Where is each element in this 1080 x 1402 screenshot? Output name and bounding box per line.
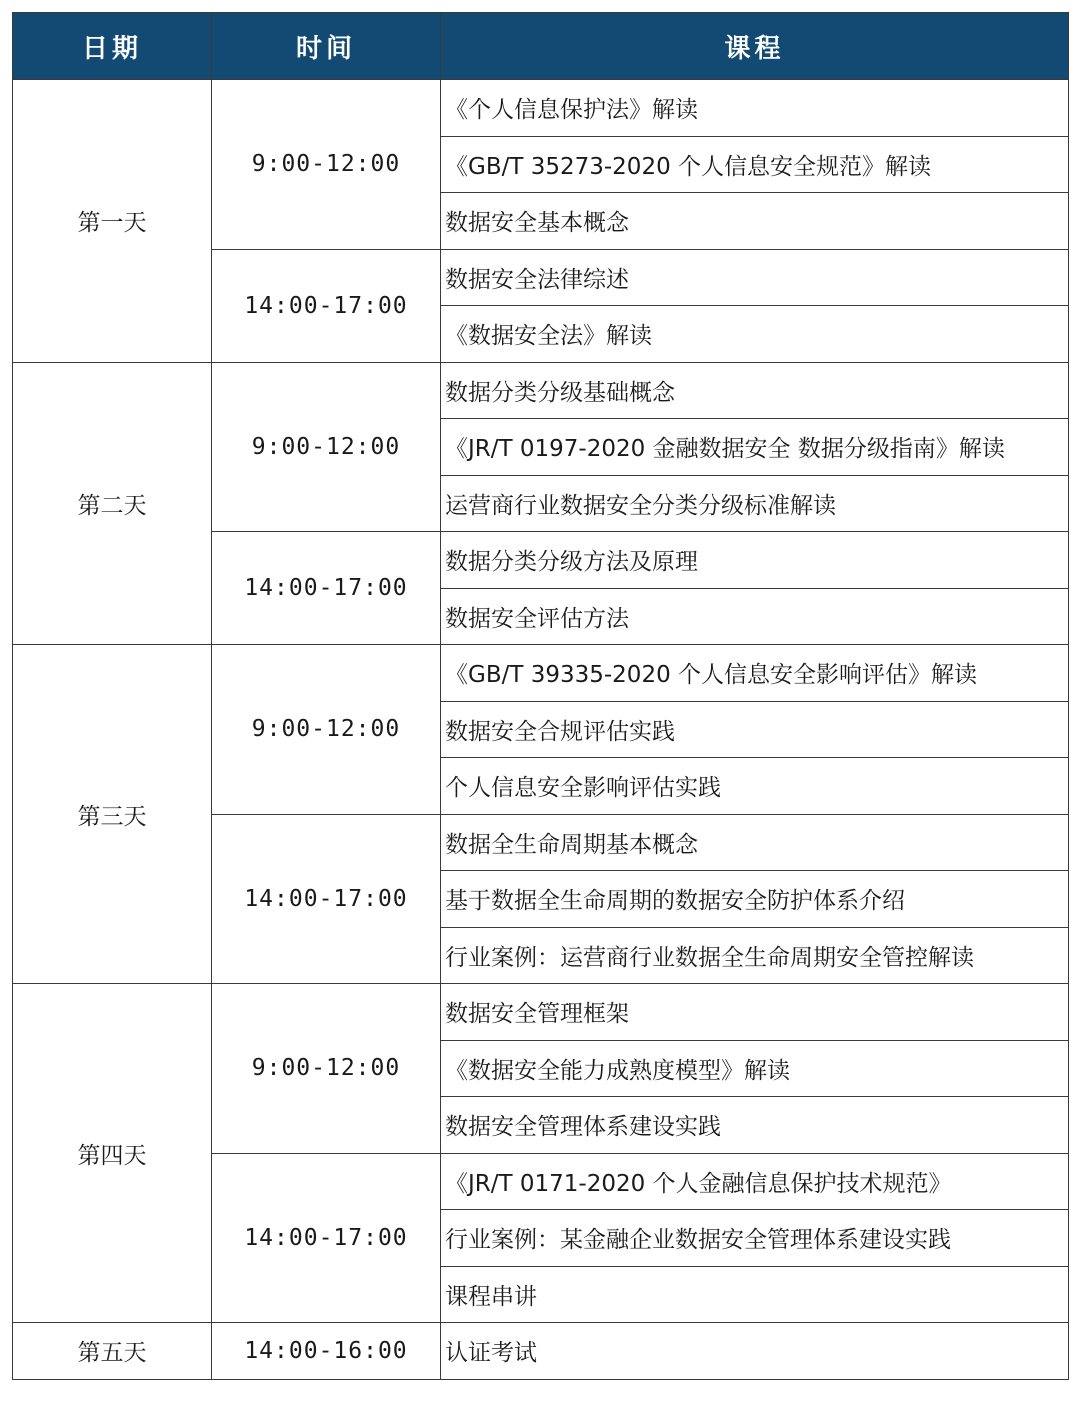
course-item: 数据安全基本概念 (441, 193, 1069, 250)
header-date: 日期 (13, 13, 212, 80)
session-time: 9:00-12:00 (212, 984, 441, 1154)
course-item: 《JR/T 0171-2020 个人金融信息保护技术规范》 (441, 1153, 1069, 1210)
session-time: 14:00-17:00 (212, 532, 441, 645)
course-item: 《GB/T 39335-2020 个人信息安全影响评估》解读 (441, 645, 1069, 702)
table-row (13, 1323, 1069, 1380)
session-time: 14:00-16:00 (212, 1323, 441, 1380)
course-item: 数据安全评估方法 (441, 588, 1069, 645)
course-item: 数据分类分级基础概念 (441, 362, 1069, 419)
day-label: 第三天 (13, 645, 212, 984)
course-item: 认证考试 (441, 1323, 1069, 1380)
course-item: 课程串讲 (441, 1266, 1069, 1323)
course-item: 数据安全法律综述 (441, 249, 1069, 306)
course-item: 行业案例：某金融企业数据安全管理体系建设实践 (441, 1210, 1069, 1267)
session-time: 9:00-12:00 (212, 362, 441, 532)
course-item: 基于数据全生命周期的数据安全防护体系介绍 (441, 871, 1069, 928)
course-item: 数据分类分级方法及原理 (441, 532, 1069, 589)
table-row (13, 645, 1069, 702)
course-item: 个人信息安全影响评估实践 (441, 758, 1069, 815)
course-item: 运营商行业数据安全分类分级标准解读 (441, 475, 1069, 532)
session-time: 9:00-12:00 (212, 645, 441, 815)
header-course: 课程 (441, 13, 1069, 80)
course-item: 数据安全管理框架 (441, 984, 1069, 1041)
course-item: 《GB/T 35273-2020 个人信息安全规范》解读 (441, 136, 1069, 193)
session-time: 14:00-17:00 (212, 249, 441, 362)
table-row (13, 984, 1069, 1041)
course-schedule-table (12, 12, 1069, 1380)
table-row (13, 362, 1069, 419)
day-label: 第二天 (13, 362, 212, 645)
course-item: 数据全生命周期基本概念 (441, 814, 1069, 871)
course-item: 行业案例：运营商行业数据全生命周期安全管控解读 (441, 927, 1069, 984)
course-item: 《JR/T 0197-2020 金融数据安全 数据分级指南》解读 (441, 419, 1069, 476)
day-label: 第四天 (13, 984, 212, 1323)
course-item: 数据安全管理体系建设实践 (441, 1097, 1069, 1154)
course-item: 《个人信息保护法》解读 (441, 80, 1069, 137)
course-item: 数据安全合规评估实践 (441, 701, 1069, 758)
session-time: 14:00-17:00 (212, 814, 441, 984)
day-label: 第一天 (13, 80, 212, 363)
session-time: 9:00-12:00 (212, 80, 441, 250)
session-time: 14:00-17:00 (212, 1153, 441, 1323)
header-row (13, 13, 1069, 80)
course-item: 《数据安全法》解读 (441, 306, 1069, 363)
course-item: 《数据安全能力成熟度模型》解读 (441, 1040, 1069, 1097)
day-label: 第五天 (13, 1323, 212, 1380)
header-time: 时间 (212, 13, 441, 80)
table-row (13, 80, 1069, 137)
